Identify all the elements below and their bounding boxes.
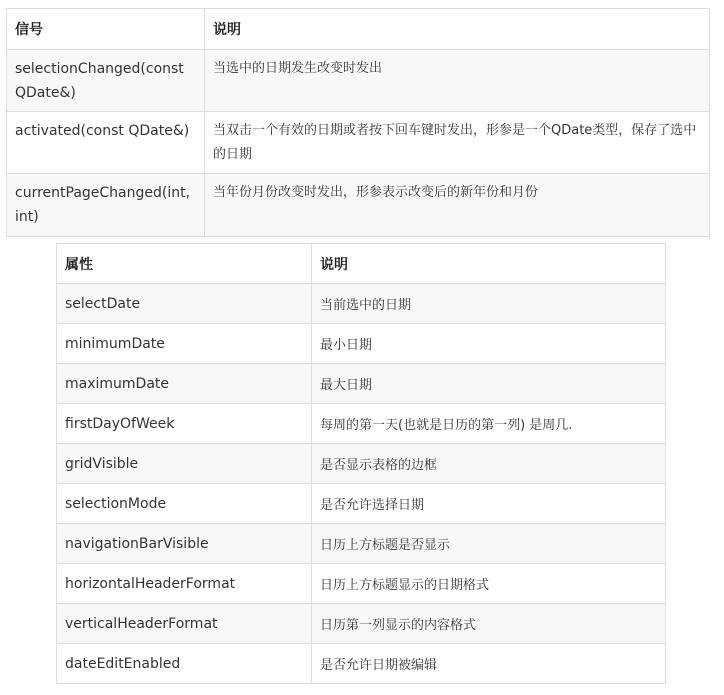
signal-name: activated(const QDate&) (7, 112, 205, 174)
property-description: 当前选中的日期 (312, 284, 666, 324)
table-row (7, 174, 710, 237)
property-name: navigationBarVisible (57, 524, 312, 564)
table-row (57, 524, 666, 564)
signal-description: 当双击一个有效的日期或者按下回车键时发出，形参是一个QDate类型，保存了选中的日期 (205, 112, 710, 174)
property-name: horizontalHeaderFormat (57, 564, 312, 604)
property-name: maximumDate (57, 364, 312, 404)
property-name: selectionMode (57, 484, 312, 524)
table-header-row (7, 9, 710, 50)
table-row (7, 112, 710, 174)
properties-table (56, 243, 666, 684)
property-description: 日历第一列显示的内容格式 (312, 604, 666, 644)
signals-table (6, 8, 710, 237)
property-description: 是否允许选择日期 (312, 484, 666, 524)
property-description: 最大日期 (312, 364, 666, 404)
column-header-property: 属性 (57, 244, 312, 284)
property-name: firstDayOfWeek (57, 404, 312, 444)
property-description: 是否显示表格的边框 (312, 444, 666, 484)
table-row (57, 564, 666, 604)
table-row (57, 284, 666, 324)
property-description: 日历上方标题是否显示 (312, 524, 666, 564)
property-name: gridVisible (57, 444, 312, 484)
signal-description: 当选中的日期发生改变时发出 (205, 50, 710, 112)
table-row (57, 484, 666, 524)
table-row (57, 644, 666, 684)
table-row (57, 404, 666, 444)
property-description: 每周的第一天(也就是日历的第一列) 是周几. (312, 404, 666, 444)
property-description: 日历上方标题显示的日期格式 (312, 564, 666, 604)
column-header-signal: 信号 (7, 9, 205, 50)
table-header-row (57, 244, 666, 284)
property-description: 是否允许日期被编辑 (312, 644, 666, 684)
property-name: minimumDate (57, 324, 312, 364)
property-name: verticalHeaderFormat (57, 604, 312, 644)
property-name: dateEditEnabled (57, 644, 312, 684)
table-row (57, 444, 666, 484)
column-header-description: 说明 (205, 9, 710, 50)
table-row (7, 50, 710, 112)
table-row (57, 324, 666, 364)
property-description: 最小日期 (312, 324, 666, 364)
column-header-description: 说明 (312, 244, 666, 284)
property-name: selectDate (57, 284, 312, 324)
table-row (57, 364, 666, 404)
signal-name: currentPageChanged(int, int) (7, 174, 205, 237)
signal-name: selectionChanged(const QDate&) (7, 50, 205, 112)
signal-description: 当年份月份改变时发出，形参表示改变后的新年份和月份 (205, 174, 710, 237)
table-row (57, 604, 666, 644)
